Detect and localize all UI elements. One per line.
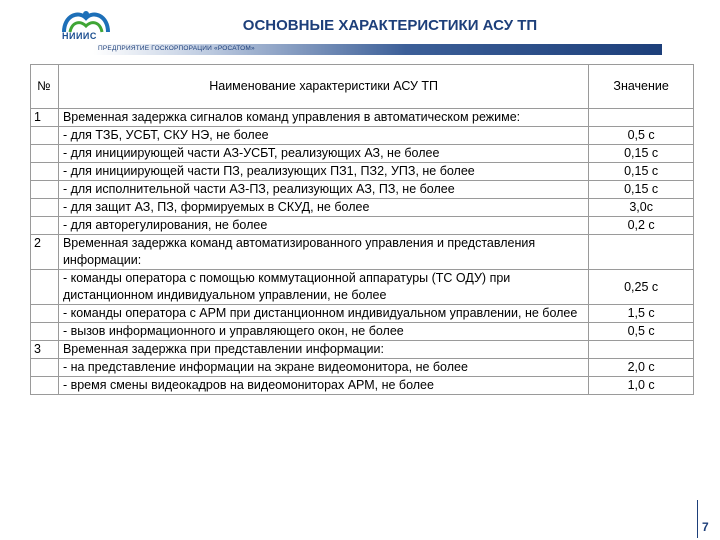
row-name: - время смены видеокадров на видеомониторах АРМ, не более — [58, 377, 588, 395]
row-name: - для ТЗБ, УСБТ, СКУ НЭ, не более — [58, 127, 588, 145]
row-value — [589, 341, 694, 359]
row-num — [31, 305, 59, 323]
row-value: 1,0 с — [589, 377, 694, 395]
table-row — [31, 323, 694, 341]
row-name: - для инициирующей части ПЗ, реализующих ПЗ1, ПЗ2, УПЗ, не более — [58, 163, 588, 181]
row-num — [31, 163, 59, 181]
table-row — [31, 127, 694, 145]
row-value: 0,15 с — [589, 181, 694, 199]
row-num — [31, 199, 59, 217]
row-value: 3,0с — [589, 199, 694, 217]
table-row — [31, 377, 694, 395]
row-num — [31, 323, 59, 341]
row-name: - вызов информационного и управляющего окон, не более — [58, 323, 588, 341]
row-name: Временная задержка сигналов команд управления в автоматическом режиме: — [58, 109, 588, 127]
row-num — [31, 270, 59, 305]
page-title: ОСНОВНЫЕ ХАРАКТЕРИСТИКИ АСУ ТП — [242, 17, 538, 34]
row-num — [31, 127, 59, 145]
table-row — [31, 181, 694, 199]
row-value: 1,5 с — [589, 305, 694, 323]
page-number: 7 — [702, 520, 709, 534]
header-subtitle: ПРЕДПРИЯТИЕ ГОСКОРПОРАЦИИ «РОСАТОМ» — [98, 45, 255, 52]
table-row — [31, 217, 694, 235]
characteristics-table — [30, 64, 694, 395]
row-name: - для авторегулирования, не более — [58, 217, 588, 235]
row-value — [589, 235, 694, 270]
page-number-divider — [697, 500, 698, 538]
row-num: 3 — [31, 341, 59, 359]
row-num: 2 — [31, 235, 59, 270]
row-num — [31, 377, 59, 395]
row-value: 0,5 с — [589, 323, 694, 341]
row-name: - для инициирующей части АЗ-УСБТ, реализующих АЗ, не более — [58, 145, 588, 163]
row-name: - для исполнительной части АЗ-ПЗ, реализующих АЗ, ПЗ, не более — [58, 181, 588, 199]
logo-text: НИИИС — [62, 31, 97, 41]
header-name: Наименование характеристики АСУ ТП — [58, 65, 588, 109]
row-name: Временная задержка команд автоматизированного управления и представления информации: — [58, 235, 588, 270]
row-num: 1 — [31, 109, 59, 127]
table-row — [31, 359, 694, 377]
row-name: - для защит АЗ, ПЗ, формируемых в СКУД, не более — [58, 199, 588, 217]
row-name: - команды оператора с АРМ при дистанционном индивидуальном управлении, не более — [58, 305, 588, 323]
table-row — [31, 109, 694, 127]
header-num: № — [31, 65, 59, 109]
table-row — [31, 341, 694, 359]
row-num — [31, 359, 59, 377]
row-value: 2,0 с — [589, 359, 694, 377]
table-row — [31, 235, 694, 270]
row-num — [31, 217, 59, 235]
row-value — [589, 109, 694, 127]
row-name: Временная задержка при представлении информации: — [58, 341, 588, 359]
table-row — [31, 199, 694, 217]
row-num — [31, 181, 59, 199]
row-num — [31, 145, 59, 163]
header-value: Значение — [589, 65, 694, 109]
row-value: 0,25 с — [589, 270, 694, 305]
row-value: 0,15 с — [589, 163, 694, 181]
table-row — [31, 163, 694, 181]
table-row — [31, 145, 694, 163]
table-row — [31, 305, 694, 323]
row-name: - на представление информации на экране видеомонитора, не более — [58, 359, 588, 377]
row-value: 0,15 с — [589, 145, 694, 163]
row-value: 0,5 с — [589, 127, 694, 145]
table-row — [31, 270, 694, 305]
row-name: - команды оператора с помощью коммутационной аппаратуры (ТС ОДУ) при дистанционном индивидуальном управлении, не более — [58, 270, 588, 305]
row-value: 0,2 с — [589, 217, 694, 235]
table-header-row — [31, 65, 694, 109]
